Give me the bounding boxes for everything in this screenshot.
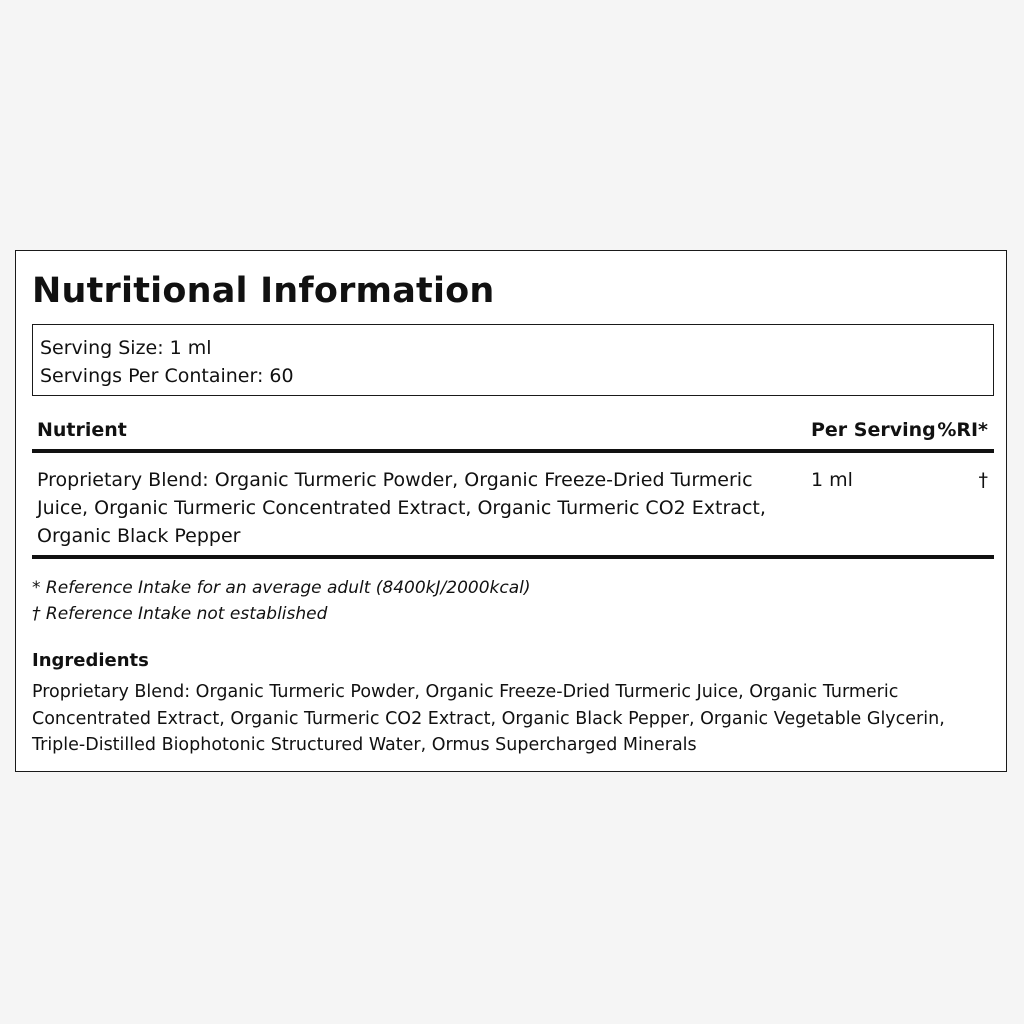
footnotes [32,575,531,627]
footnote-not-established: † Reference Intake not established [32,604,328,624]
row-per-serving: 1 ml [811,469,853,491]
row-ri: † [978,469,988,491]
serving-size: Serving Size: 1 ml [40,337,212,359]
header-nutrient: Nutrient [37,419,127,441]
table-row [32,453,994,559]
row-nutrient: Proprietary Blend: Organic Turmeric Powder, Organic Freeze-Dried Turmeric Juice, Organic Turmeric Concentrated Extract, Organic Turmeric CO2 Extract, Organic Black Pepper [37,469,766,547]
servings-per-container: Servings Per Container: 60 [40,365,294,387]
header-ri: %RI* [937,419,988,441]
ingredients-list: Proprietary Blend: Organic Turmeric Powder, Organic Freeze-Dried Turmeric Juice, Organic Turmeric Concentrated Extract, Organic Turmeric CO2 Extract, Organic Black Pepper, Organic Vegetable Glycerin, Triple-Distilled Biophotonic Structured Water, Ormus Supercharged Minerals [32,682,945,755]
header-per-serving: Per Serving [811,419,936,441]
footnote-reference-intake: * Reference Intake for an average adult (8400kJ/2000kcal) [32,578,531,598]
nutrition-panel [15,250,1007,772]
ingredients-heading: Ingredients [32,650,149,671]
panel-title: Nutritional Information [32,271,495,311]
serving-info-box [32,324,994,396]
table-header [32,411,994,453]
